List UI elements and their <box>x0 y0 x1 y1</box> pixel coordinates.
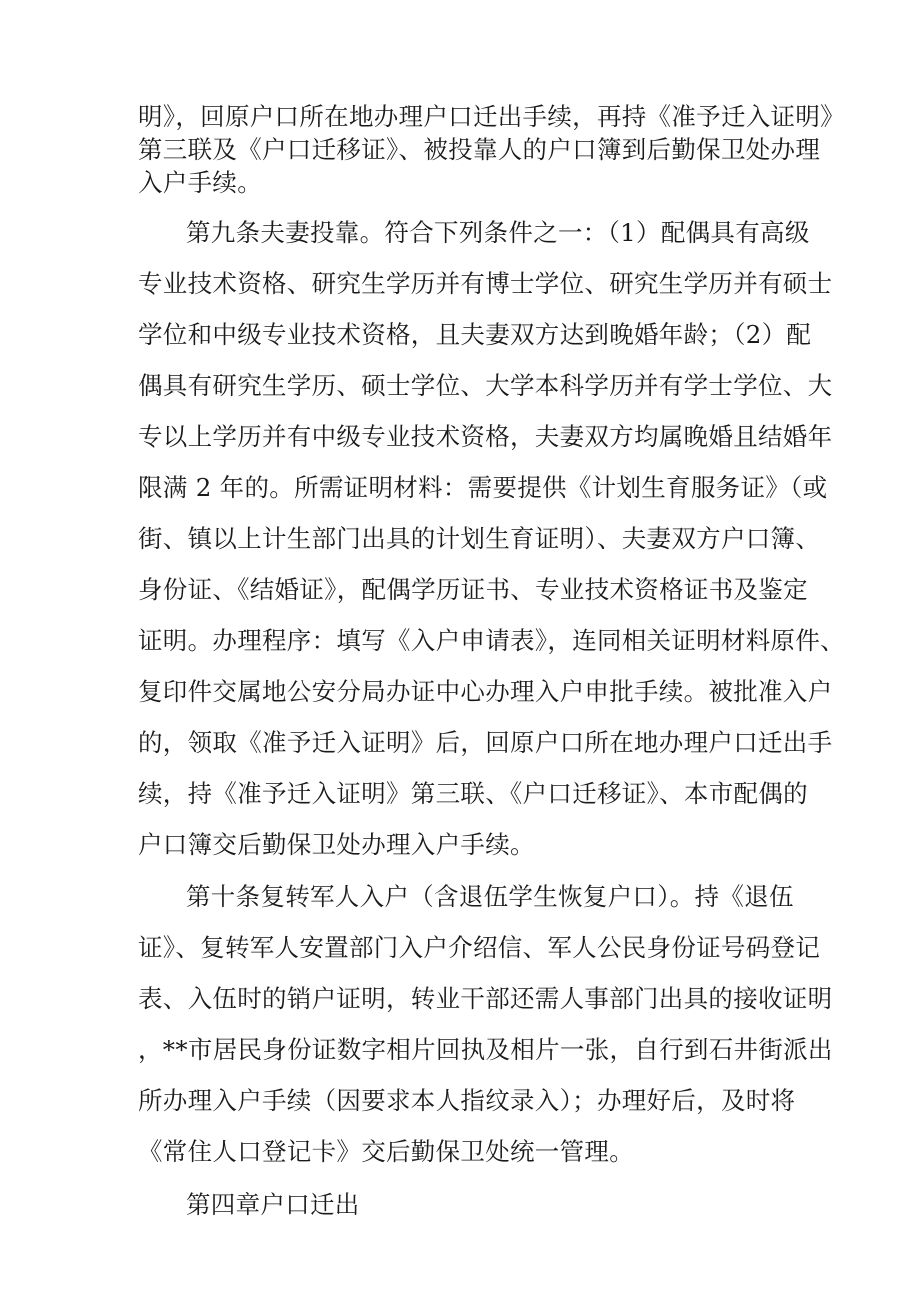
paragraph-line: 证》、复转军人安置部门入户介绍信、军人公民身份证号码登记 <box>138 933 821 962</box>
paragraph-line: 专以上学历并有中级专业技术资格，夫妻双方均属晚婚且结婚年 <box>138 422 833 451</box>
paragraph-line-article-10: 第十条复转军人入户（含退伍学生恢复户口）。持《退伍 <box>186 882 794 911</box>
paragraph-line: 表、入伍时的销户证明，转业干部还需人事部门出具的接收证明 <box>138 984 833 1013</box>
paragraph-line: 偶具有研究生学历、硕士学位、大学本科学历并有学士学位、大 <box>138 371 833 400</box>
paragraph-line: 的，领取《准予迁入证明》后，回原户口所在地办理户口迁出手 <box>138 728 833 757</box>
paragraph-line: 复印件交属地公安分局办证中心办理入户申批手续。被批准入户 <box>138 677 833 706</box>
paragraph-line: 所办理入户手续（因要求本人指纹录入）；办理好后，及时将 <box>138 1086 796 1115</box>
paragraph-line: 限满 2 年的。所需证明材料：需要提供《计划生育服务证》（或 <box>138 473 828 502</box>
paragraph-line: 户口簿交后勤保卫处办理入户手续。 <box>138 830 535 859</box>
paragraph-line: 街、镇以上计生部门出具的计划生育证明）、夫妻双方户口簿、 <box>138 524 821 553</box>
paragraph-line: 《常住人口登记卡》交后勤保卫处统一管理。 <box>138 1137 634 1166</box>
paragraph-line: 明》，回原户口所在地办理户口迁出手续，再持《准予迁入证明》 <box>138 102 845 131</box>
chapter-heading: 第四章户口迁出 <box>186 1190 360 1219</box>
paragraph-line: 身份证、《结婚证》，配偶学历证书、专业技术资格证书及鉴定 <box>138 575 808 604</box>
paragraph-line: 证明。办理程序：填写《入户申请表》，连同相关证明材料原件、 <box>138 626 845 655</box>
paragraph-line: 专业技术资格、研究生学历并有博士学位、研究生学历并有硕士 <box>138 269 833 298</box>
paragraph-line: 第三联及《户口迁移证》、被投靠人的户口簿到后勤保卫处办理 <box>138 135 821 164</box>
paragraph-line: ，**市居民身份证数字相片回执及相片一张，自行到石井街派出 <box>138 1035 833 1064</box>
paragraph-line: 学位和中级专业技术资格，且夫妻双方达到晚婚年龄；（2）配 <box>138 320 812 349</box>
paragraph-line: 入户手续。 <box>138 168 262 197</box>
paragraph-line-article-9: 第九条夫妻投靠。符合下列条件之一：（1）配偶具有高级 <box>186 218 810 247</box>
paragraph-line: 续，持《准予迁入证明》第三联、《户口迁移证》、本市配偶的 <box>138 779 808 808</box>
